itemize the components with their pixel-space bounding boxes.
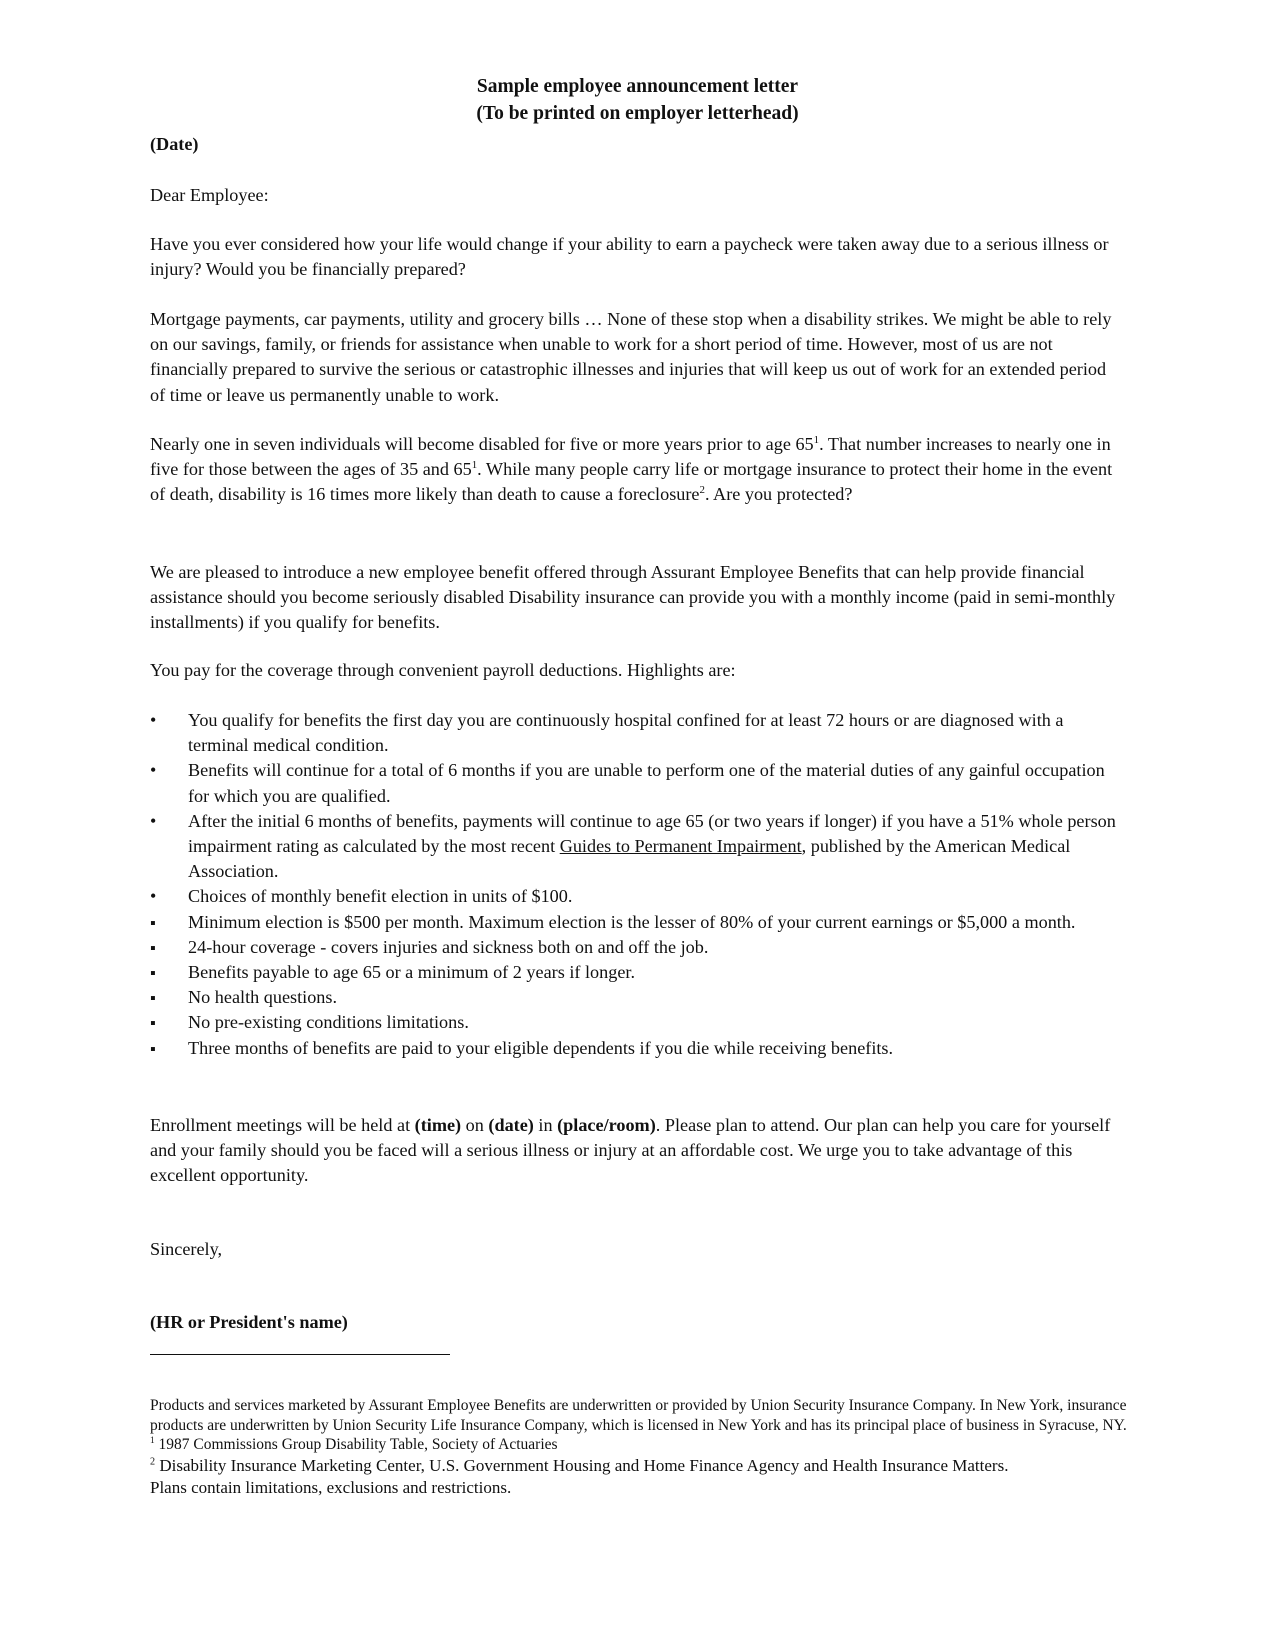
guides-reference: Guides to Permanent Impairment [559,836,802,857]
disclaimer: Products and services marketed by Assurant Employee Benefits are underwritten or provided by Union Security Insurance Company. In New York, insurance products are underwritten by Union Security Life Insurance Company, which is licensed in New York and has its principal place of business in Syracuse, NY. [150,1397,1127,1434]
list-item [150,985,1125,1010]
square-bullet-icon [150,910,170,936]
footnote-mark: 1 [150,1435,155,1446]
footnote-1 [150,1435,1135,1455]
place-placeholder: (place/room) [557,1115,656,1135]
stat-text-1: Nearly one in seven individuals will become disabled for five or more years prior to age 65 [150,434,814,454]
paragraph-introduce-benefit: We are pleased to introduce a new employee benefit offered through Assurant Employee Benefits that can help provide financial assistance should you become seriously disabled Disability insurance can provide you with a monthly income (paid in semi-monthly installments) if you qualify for benefits. [150,562,1116,633]
enrollment-text: on [461,1115,489,1135]
date-placeholder-inline: (date) [488,1115,534,1135]
list-item-text: 24-hour coverage - covers injuries and sickness both on and off the job. [188,936,709,957]
footnote-divider [150,1354,450,1355]
stat-text-3: . While many people carry life or mortgage insurance to protect their home in the event of death, disability is 16 times more likely than death to cause a foreclosure [150,459,1113,505]
greeting: Dear Employee: [150,185,269,205]
highlights-list [150,708,1125,1061]
enrollment-text: Enrollment meetings will be held at [150,1115,415,1135]
list-item-text: Three months of benefits are paid to your eligible dependents if you die while receiving benefits. [188,1037,894,1058]
footnote-2 [150,1455,1135,1477]
stat-text-2: . That number increases to nearly one in five for those between the ages of 35 and 65 [150,434,1111,480]
list-item [150,935,1125,960]
footnote-text: Disability Insurance Marketing Center, U.S. Government Housing and Home Finance Agency and Health Insurance Matters. [155,1455,1009,1475]
closing: Sincerely, [150,1239,223,1259]
enrollment-text: . Please plan to attend. Our plan can help you care for yourself and your family should you be faced will a serious illness or injury at an affordable cost. We urge you to take advantage of this excellent opportunity. [150,1115,1111,1186]
list-item-text: , published by the American Medical Association. [188,836,1071,882]
letter-title: Sample employee announcement letter [476,76,799,97]
bullet-icon [150,758,170,783]
list-item-text: Minimum election is $500 per month. Maximum election is the lesser of 80% of your current earnings or $5,000 a month. [188,911,1076,932]
list-item-text: You qualify for benefits the first day you are continuously hospital confined for at least 72 hours or are diagnosed with a terminal medical condition. [188,710,1064,756]
list-item-text: No health questions. [188,987,338,1008]
list-item-text: After the initial 6 months of benefits, payments will continue to age 65 (or two years if longer) if you have a 51% whole person impairment rating as calculated by the most recent [188,810,1116,857]
time-placeholder: (time) [414,1115,462,1135]
list-item [150,960,1125,985]
footnote-ref: 2 [699,484,705,497]
list-item-text: No pre-existing conditions limitations. [188,1012,469,1033]
paragraph-intro: Have you ever considered how your life would change if your ability to earn a paycheck were taken away due to a serious illness or injury? Would you be financially prepared? [150,234,1109,280]
paragraph-enrollment [150,1113,1125,1189]
square-bullet-icon [150,935,170,961]
enrollment-text: in [533,1115,558,1135]
footnote-ref: 1 [471,459,478,472]
footnote-mark: 2 [150,1455,156,1467]
bullet-icon [150,809,170,834]
paragraph-bills: Mortgage payments, car payments, utility and grocery bills … None of these stop when a disability strikes. We might be able to rely on our savings, family, or friends for assistance when unable to work for a short period of time. However, most of us are not financially prepared to survive the serious or catastrophic illnesses and injuries that will keep us out of work for an extended period of time or leave us permanently unable to work. [150,309,1112,405]
square-bullet-icon [150,1010,170,1036]
signer-placeholder: (HR or President's name) [150,1312,348,1332]
paragraph-statistics [150,432,1125,508]
limitations-note: Plans contain limitations, exclusions and restrictions. [150,1477,512,1497]
list-item [150,884,1125,909]
square-bullet-icon [150,985,170,1011]
list-item [150,1010,1125,1035]
bullet-icon [150,884,170,909]
date-placeholder: (Date) [150,134,199,154]
paragraph-highlights-intro: You pay for the coverage through convenient payroll deductions. Highlights are: [150,660,736,680]
list-item [150,809,1125,885]
square-bullet-icon [150,960,170,986]
list-item [150,1036,1125,1061]
footnotes [150,1396,1135,1499]
footnote-text: 1987 Commissions Group Disability Table, Society of Actuaries [154,1436,558,1453]
footnote-ref: 1 [813,433,820,446]
bullet-icon [150,708,170,733]
list-item [150,910,1125,935]
list-item-text: Benefits payable to age 65 or a minimum of 2 years if longer. [188,962,635,983]
list-item [150,758,1125,808]
list-item [150,708,1125,758]
square-bullet-icon [150,1036,170,1062]
stat-text-4: . Are you protected? [704,484,853,505]
list-item-text: Benefits will continue for a total of 6 months if you are unable to perform one of the material duties of any gainful occupation for which you are qualified. [188,760,1105,806]
letter-subtitle: (To be printed on employer letterhead) [476,103,799,124]
list-item-text: Choices of monthly benefit election in units of $100. [188,886,573,907]
